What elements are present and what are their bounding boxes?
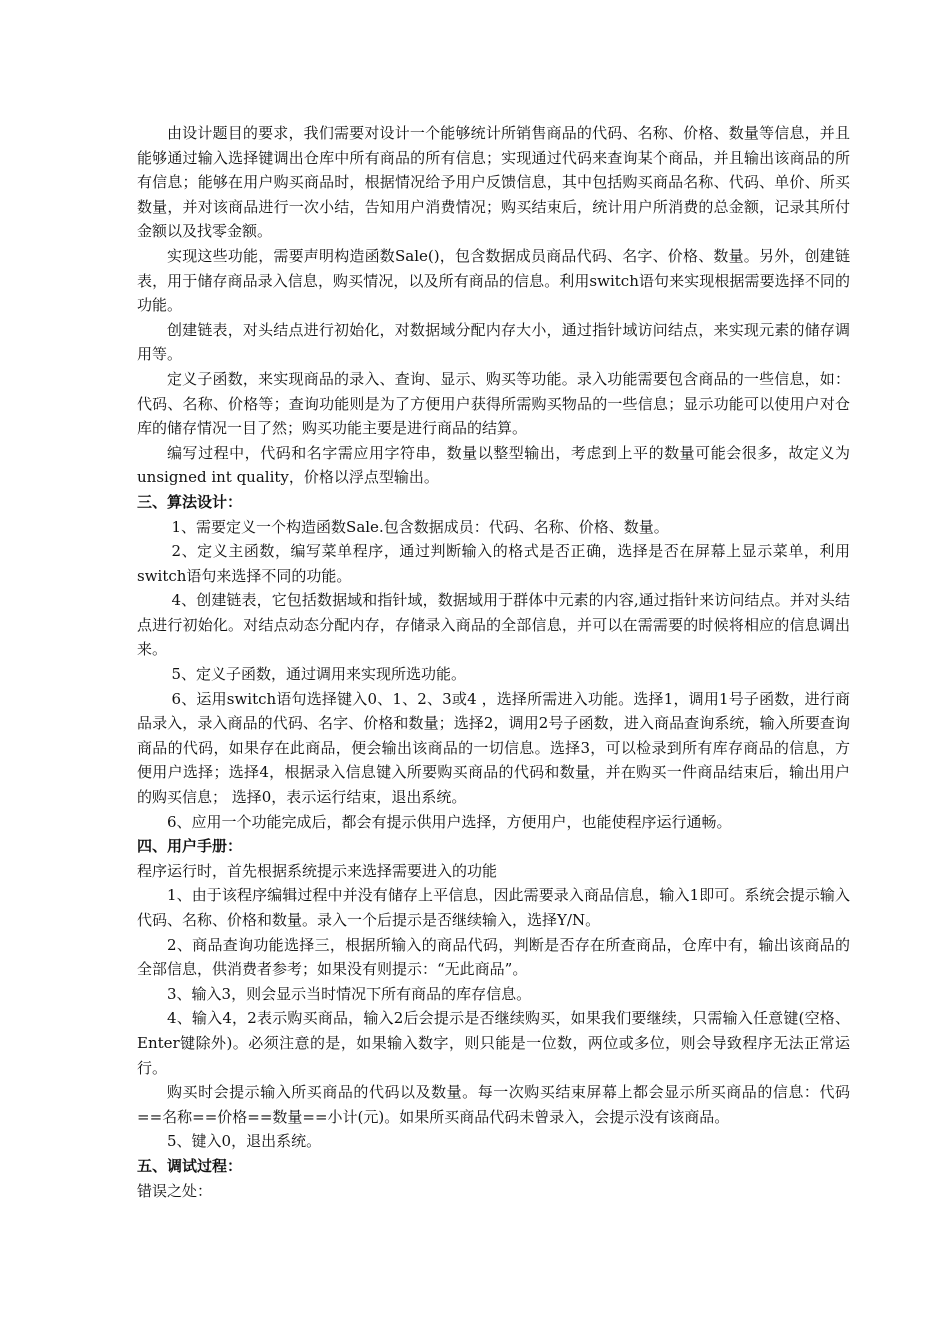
user-manual-item-2: 2、商品查询功能选择三，根据所输入的商品代码，判断是否存在所查商品，仓库中有，输出该商品的全部信息，供消费者参考；如果没有则提示：“无此商品”。	[137, 935, 850, 979]
intro-paragraph-2: 实现这些功能，需要声明构造函数Sale()，包含数据成员商品代码、名字、价格、数量。另外，创建链表，用于储存商品录入信息，购买情况，以及所有商品的信息。利用switch语句来实现根据需要选择不同的功能。	[137, 246, 850, 315]
algorithm-item-6: 6、运用switch语句选择键入0、1、2、3或4 ，选择所需进入功能。选择1，调用1号子函数，进行商品录入，录入商品的代码、名字、价格和数量；选择2，调用2号子函数，进入商品查询系统，输入所要查询商品的代码，如果存在此商品，便会输出该商品的一切信息。选择3，可以检录到所有库存商品的信息，方便用户选择；选择4，根据录入信息键入所要购买商品的代码和数量，并在购买一件商品结束后，输出用户的购买信息； 选择0，表示运行结束，退出系统。	[137, 689, 850, 807]
user-manual-purchase-note: 购买时会提示输入所买商品的代码以及数量。每一次购买结束屏幕上都会显示所买商品的信息：代码==名称==价格==数量==小计(元)。如果所买商品代码未曾录入，会提示没有该商品。	[137, 1083, 850, 1126]
document-page	[137, 121, 850, 1203]
user-manual-item-4: 4、输入4，2表示购买商品，输入2后会提示是否继续购买，如果我们要继续，只需输入任意键(空格、Enter键除外)。必须注意的是，如果输入数字，则只能是一位数，两位或多位，则会导致程序无法正常运行。	[137, 1009, 850, 1077]
debugging-lead: 错误之处：	[137, 1181, 213, 1200]
user-manual-lead: 程序运行时，首先根据系统提示来选择需要进入的功能	[137, 861, 498, 880]
section-heading-user-manual: 四、用户手册：	[137, 837, 243, 856]
algorithm-item-1: 1、需要定义一个构造函数Sale.包含数据成员：代码、名称、价格、数量。	[171, 517, 669, 536]
intro-paragraph-4: 定义子函数，来实现商品的录入、查询、显示、购买等功能。录入功能需要包含商品的一些信息，如：代码、名称、价格等；查询功能则是为了方便用户获得所需购买物品的一些信息；显示功能可以使用户对仓库的储存情况一目了然；购买功能主要是进行商品的结算。	[137, 369, 850, 438]
user-manual-item-5: 5、键入0，退出系统。	[167, 1132, 322, 1151]
algorithm-item-2: 2、定义主函数，编写菜单程序，通过判断输入的格式是否正确，选择是否在屏幕上显示菜单，利用switch语句来选择不同的功能。	[137, 542, 850, 585]
algorithm-item-4: 4、创建链表，它包括数据域和指针域，数据域用于群体中元素的内容,通过指针来访问结点。并对头结点进行初始化。对结点动态分配内存，存储录入商品的全部信息，并可以在需需要的时候将相应的信息调出来。	[137, 591, 850, 659]
user-manual-item-3: 3、输入3，则会显示当时情况下所有商品的库存信息。	[167, 984, 532, 1003]
section-heading-algorithm: 三、算法设计：	[137, 492, 243, 511]
user-manual-item-1: 1、由于该程序编辑过程中并没有储存上平信息，因此需要录入商品信息，输入1即可。系统会提示输入代码、名称、价格和数量。录入一个后提示是否继续输入，选择Y/N。	[137, 886, 850, 929]
intro-paragraph-3: 创建链表，对头结点进行初始化，对数据域分配内存大小，通过指针域访问结点，来实现元素的储存调用等。	[137, 320, 850, 364]
algorithm-item-6b: 6、应用一个功能完成后，都会有提示供用户选择，方便用户，也能使程序运行通畅。	[167, 812, 732, 831]
intro-paragraph-1: 由设计题目的要求，我们需要对设计一个能够统计所销售商品的代码、名称、价格、数量等信息，并且能够通过输入选择键调出仓库中所有商品的所有信息；实现通过代码来查询某个商品，并且输出该商品的所有信息；能够在用户购买商品时，根据情况给予用户反馈信息，其中包括购买商品名称、代码、单价、所买数量，并对该商品进行一次小结，告知用户消费情况；购买结束后，统计用户所消费的总金额，记录其所付金额以及找零金额。	[137, 124, 850, 241]
section-heading-debugging: 五、调试过程：	[137, 1156, 243, 1175]
algorithm-item-5: 5、定义子函数，通过调用来实现所选功能。	[171, 665, 467, 684]
intro-paragraph-5: 编写过程中，代码和名字需应用字符串，数量以整型输出，考虑到上平的数量可能会很多，故定义为unsigned int quality，价格以浮点型输出。	[137, 443, 850, 487]
